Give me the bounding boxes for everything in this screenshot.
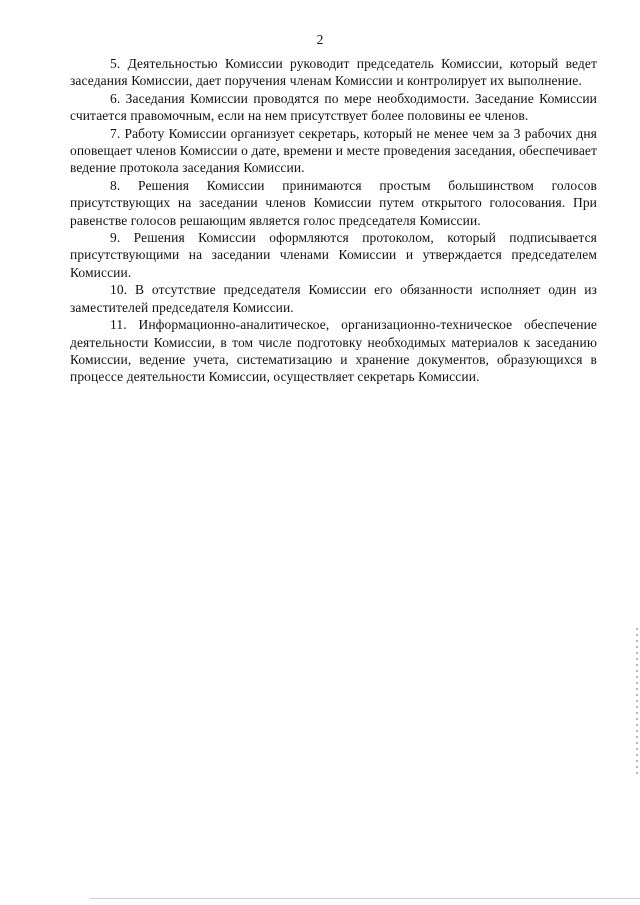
paragraph-5: 5. Деятельностью Комиссии руководит председатель Комиссии, который ведет заседания Комиссии, дает поручения членам Комиссии и контролирует их выполнение.: [70, 56, 597, 89]
paragraph-10: 10. В отсутствие председателя Комиссии его обязанности исполняет один из заместителей председателя Комиссии.: [70, 282, 597, 315]
paragraph-9: 9. Решения Комиссии оформляются протоколом, который подписывается присутствующими на заседании членами Комиссии и утверждается председателем Комиссии.: [70, 230, 597, 280]
document-body: [70, 55, 597, 386]
paragraph-7: 7. Работу Комиссии организует секретарь, который не менее чем за 3 рабочих дня оповещает членов Комиссии о дате, времени и месте проведения заседания, обеспечивает ведение протокола заседания Комиссии.: [70, 125, 597, 176]
scan-bottom-line: [90, 898, 640, 899]
page-number: 2: [316, 32, 324, 47]
paragraph-8: 8. Решения Комиссии принимаются простым большинством голосов присутствующих на заседании членов Комиссии путем открытого голосования. При равенстве голосов решающим является голос председателя Комиссии.: [70, 177, 597, 228]
paragraph-6: 6. Заседания Комиссии проводятся по мере необходимости. Заседание Комиссии считается правомочным, если на нем присутствует более половины ее членов.: [70, 90, 597, 124]
paragraph-11: 11. Информационно-аналитическое, организационно-техническое обеспечение деятельности Комиссии, в том числе подготовку необходимых материалов к заседанию Комиссии, ведение учета, систематизацию и хранение документов, образующихся в процессе деятельности Комиссии, осуществляет секретарь Комиссии.: [70, 317, 597, 385]
scan-edge-artifact: [636, 628, 638, 778]
